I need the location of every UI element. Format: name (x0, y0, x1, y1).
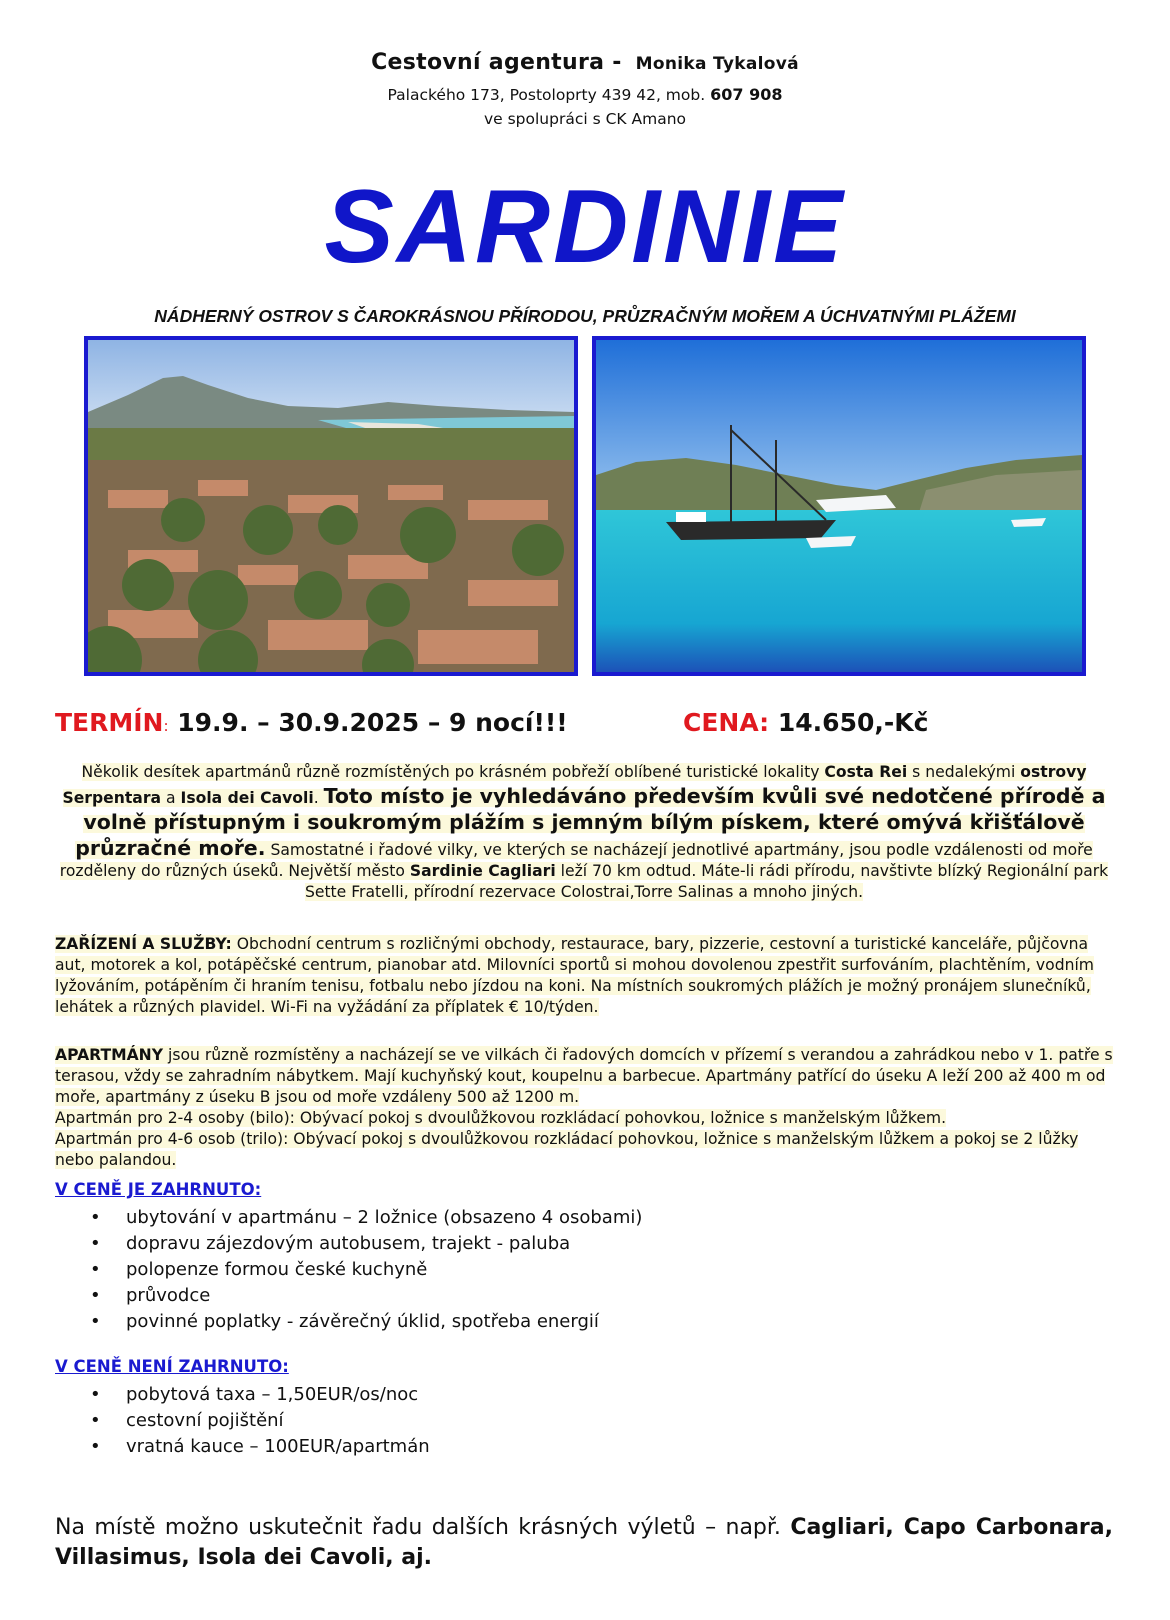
not-included-heading: V CENĚ NENÍ ZAHRNUTO: (55, 1357, 289, 1376)
included-heading: V CENĚ JE ZAHRNUTO: (55, 1180, 262, 1199)
agency-header (0, 50, 1170, 128)
list-item: • dopravu zájezdovým autobusem, trajekt - paluba (90, 1231, 642, 1257)
page-subtitle: NÁDHERNÝ OSTROV S ČAROKRÁSNOU PŘÍRODOU, PRŮZRAČNÝM MOŘEM A ÚCHVATNÝMI PLÁŽEMI (154, 306, 1016, 326)
list-item: • ubytování v apartmánu – 2 ložnice (obsazeno 4 osobami) (90, 1205, 642, 1231)
agency-partner: ve spolupráci s CK Amano (483, 110, 687, 128)
phone-number: 607 908 (710, 85, 783, 104)
term-dates: 19.9. – 30.9.2025 – 9 nocí!!! (177, 708, 568, 737)
agency-dash: - (612, 50, 622, 75)
term-price-row (55, 708, 1155, 737)
coastal-town-illustration (88, 340, 574, 672)
page-title: SARDINIE (324, 169, 846, 285)
price-value: 14.650,-Kč (777, 708, 929, 737)
agency-name (0, 50, 1170, 75)
price-block (683, 708, 928, 737)
intro-text: Několik desítek apartmánů různě rozmístěných po krásném pobřeží oblíbené turistické lokality Costa Rei s nedalekými ostrovy Serpentara a Isola dei Cavoli. Toto místo je vyhledáváno především kvůli své nedotčené přírodě a volně přístupným i soukromým plážím s jemným bílým pískem, které omývá křišťálově průzračné moře. Samostatné i řadové vilky, ve kterých se nacházejí jednotlivé apartmány, jsou podle vzdálenosti od moře rozděleny do různých úseků. Největší město Sardinie Cagliari leží 70 km odtud. Máte-li rádi přírodu, navštivte blízký Regionální park Sette Fratelli, přírodní rezervace Colostrai,Torre Salinas a mnoho jiných. (59, 763, 1109, 901)
footer-places: Cagliari, Capo Carbonara, Villasimus, Isola dei Cavoli, aj. (55, 1515, 1113, 1570)
included-list (90, 1205, 642, 1335)
term-label: TERMÍN (55, 708, 164, 737)
price-label: CENA: (683, 708, 770, 737)
list-item: • cestovní pojištění (90, 1408, 430, 1434)
apartments-description: APARTMÁNY jsou různě rozmístěny a nacházejí se ve vilkách či řadových domcích v přízemí s verandou a zahrádkou nebo v 1. patře s terasou, vždy se zahradním nábytkem. Mají kuchyňský kout, koupelnu a barbecue. Apartmány patřící do úseku A leží 200 až 400 m od moře, apartmány z úseku B jsou od moře vzdáleny 500 až 1200 m. (55, 1046, 1113, 1106)
coastal-town-photo (84, 336, 578, 676)
intro-paragraph (55, 762, 1113, 903)
agency-label: Cestovní agentura (371, 50, 605, 75)
list-item: • průvodce (90, 1283, 642, 1309)
apartment-type-bilo: Apartmán pro 2-4 osoby (bilo): Obývací pokoj s dvoulůžkovou rozkládací pohovkou, ložnice s manželským lůžkem. (55, 1109, 947, 1127)
term-colon: : (163, 717, 169, 735)
agency-owner: Monika Tykalová (635, 54, 799, 74)
list-item: • povinné poplatky - závěrečný úklid, spotřeba energií (90, 1309, 642, 1335)
list-item: • polopenze formou české kuchyně (90, 1257, 642, 1283)
agency-address (0, 85, 1170, 104)
services-paragraph (55, 934, 1113, 1018)
not-included-list (90, 1382, 430, 1460)
list-item: • vratná kauce – 100EUR/apartmán (90, 1434, 430, 1460)
footer-text: Na místě možno uskutečnit řadu dalších krásných výletů – např. (55, 1515, 781, 1540)
trips-footer (55, 1513, 1113, 1573)
sailing-ship-illustration (596, 340, 1082, 672)
apartments-paragraph (55, 1045, 1113, 1171)
address-text: Palackého 173, Postoloprty 439 42, mob. (387, 86, 706, 104)
sailing-ship-bay-photo (592, 336, 1086, 676)
list-item: • pobytová taxa – 1,50EUR/os/noc (90, 1382, 430, 1408)
services-text: ZAŘÍZENÍ A SLUŽBY: Obchodní centrum s rozličnými obchody, restaurace, bary, pizzerie, cestovní a turistické kanceláře, půjčovna aut, motorek a kol, potápěčské centrum, pianobar atd. Milovníci sportů si mohou dovolenou zpestřit surfováním, plachtěním, vodním lyžováním, potápěním či hraním tenisu, fotbalu nebo jízdou na koni. Na místních soukromých plážích je možný pronájem slunečníků, lehátek a různých plavidel. Wi-Fi na vyžádání za příplatek € 10/týden. (55, 935, 1095, 1016)
apartment-type-trilo: Apartmán pro 4-6 osob (trilo): Obývací pokoj s dvoulůžkovou rozkládací pohovkou, ložnice s manželským lůžkem a pokoj se 2 lůžky nebo palandou. (55, 1130, 1079, 1169)
